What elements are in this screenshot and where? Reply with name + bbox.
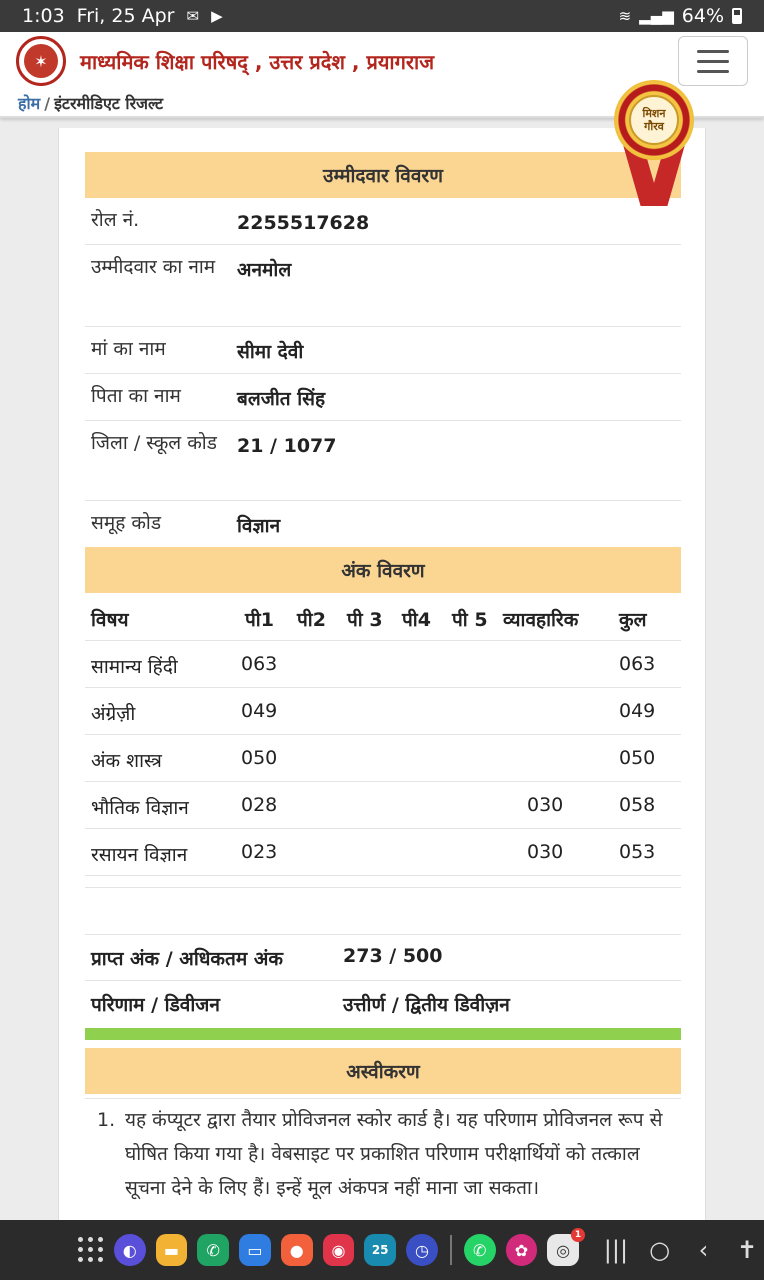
practical-mark: 030 — [527, 794, 564, 816]
obtained-marks-value: 273 / 500 — [343, 945, 443, 967]
col-practical: व्यावहारिक — [503, 609, 579, 631]
disclaimer-item — [85, 1098, 681, 1205]
total-mark: 053 — [619, 841, 656, 863]
board-logo[interactable] — [16, 36, 66, 86]
result-label: परिणाम / डिवीजन — [91, 994, 220, 1016]
total-mark: 049 — [619, 700, 656, 722]
dock-divider — [450, 1235, 452, 1265]
breadcrumb-home-link[interactable]: होम — [18, 94, 41, 113]
info-row-district — [85, 421, 681, 501]
result-card — [58, 128, 706, 1220]
app-drawer-icon[interactable] — [78, 1237, 104, 1263]
badge-line2: गौरव — [644, 120, 664, 133]
subject-name: सामान्य हिंदी — [91, 656, 178, 678]
info-row-name — [85, 245, 681, 327]
wifi-icon: ≋ — [618, 7, 632, 25]
p1-mark: 050 — [241, 747, 278, 769]
p1-mark: 028 — [241, 794, 278, 816]
menu-line-icon — [697, 70, 729, 73]
disclaimer-section-heading: अस्वीकरण — [85, 1048, 681, 1094]
info-row-father — [85, 374, 681, 421]
disclaimer-text: यह कंप्यूटर द्वारा तैयार प्रोविजनल स्कोर कार्ड है। यह परिणाम प्रोविजनल रूप से घोषित किया गया है। वेबसाइट पर प्रकाशित परिणाम परीक्षार्थियों को तत्काल सूचना देने के लिए हैं। इन्हें मूल अंकपत्र नहीं माना जा सकता। — [125, 1109, 663, 1199]
table-row — [85, 688, 681, 735]
signal-icon: ▂▄▆ — [639, 7, 674, 25]
menu-line-icon — [697, 50, 729, 53]
mission-gaurav-badge — [612, 80, 696, 210]
calendar-app-icon[interactable]: 25 — [364, 1234, 396, 1266]
info-value: 2255517628 — [237, 212, 370, 234]
status-time: 1:03 — [22, 5, 65, 27]
phone-app-icon[interactable]: ✆ — [197, 1234, 229, 1266]
clock-app-icon[interactable]: ◷ — [406, 1234, 438, 1266]
battery-icon — [732, 8, 742, 24]
col-p1: पी1 — [245, 609, 274, 631]
site-title: माध्यमिक शिक्षा परिषद् , उत्तर प्रदेश , प्रयागराज — [80, 49, 435, 74]
navigation-bar — [0, 1220, 764, 1280]
p1-mark: 049 — [241, 700, 278, 722]
info-value: बलजीत सिंह — [237, 388, 326, 410]
contacts-app-icon[interactable]: ● — [281, 1234, 313, 1266]
marks-section-heading: अंक विवरण — [85, 547, 681, 593]
info-label: जिला / स्कूल कोड — [91, 432, 217, 454]
col-p5: पी 5 — [452, 609, 488, 631]
table-row — [85, 829, 681, 876]
marks-header-row — [85, 594, 681, 641]
home-button[interactable]: ○ — [649, 1236, 671, 1264]
recent-app-icon[interactable]: ◎ 1 — [547, 1234, 579, 1266]
col-subject: विषय — [91, 609, 129, 631]
subject-name: अंक शास्त्र — [91, 750, 162, 772]
p1-mark: 023 — [241, 841, 278, 863]
hamburger-menu-button[interactable] — [678, 36, 748, 86]
info-label: पिता का नाम — [91, 385, 181, 407]
disclaimer-number: 1. — [97, 1109, 116, 1131]
practical-mark: 030 — [527, 841, 564, 863]
info-row-group — [85, 501, 681, 547]
col-p3: पी 3 — [347, 609, 383, 631]
whatsapp-app-icon[interactable]: ✆ — [464, 1234, 496, 1266]
battery-percent: 64% — [681, 5, 724, 27]
total-mark: 050 — [619, 747, 656, 769]
info-label: उम्मीदवार का नाम — [91, 256, 216, 278]
internet-app-icon[interactable]: ◐ — [114, 1234, 146, 1266]
subject-name: भौतिक विज्ञान — [91, 797, 189, 819]
camera-app-icon[interactable]: ◉ — [323, 1234, 355, 1266]
emblem-icon: ✶ — [24, 44, 58, 78]
info-label: मां का नाम — [91, 338, 166, 360]
back-button[interactable]: ‹ — [698, 1236, 709, 1264]
menu-line-icon — [697, 60, 729, 63]
info-value: अनमोल — [237, 259, 292, 281]
info-value: विज्ञान — [237, 515, 281, 537]
info-row-roll — [85, 198, 681, 245]
badge-text — [629, 95, 679, 145]
rosette-icon — [614, 80, 694, 160]
info-row-mother — [85, 327, 681, 374]
status-date: Fri, 25 Apr — [76, 5, 175, 27]
gallery-app-icon[interactable]: ✿ — [506, 1234, 538, 1266]
breadcrumb-current: इंटरमीडिएट रिजल्ट — [54, 94, 164, 113]
youtube-icon: ▶ — [211, 7, 223, 25]
breadcrumb-separator: / — [44, 93, 51, 113]
status-bar — [0, 0, 764, 32]
total-mark: 063 — [619, 653, 656, 675]
status-divider-bar — [85, 1028, 681, 1040]
files-app-icon[interactable]: ▬ — [156, 1234, 188, 1266]
table-row — [85, 641, 681, 688]
table-spacer-row — [85, 876, 681, 888]
p1-mark: 063 — [241, 653, 278, 675]
badge-line1: मिशन — [642, 107, 666, 120]
subject-name: अंग्रेज़ी — [91, 703, 136, 725]
messages-app-icon[interactable]: ▭ — [239, 1234, 271, 1266]
col-p4: पी4 — [402, 609, 431, 631]
info-value: 21 / 1077 — [237, 435, 337, 457]
obtained-marks-row — [85, 934, 681, 980]
col-total: कुल — [619, 609, 647, 631]
info-label: रोल नं. — [91, 209, 140, 231]
candidate-section-heading: उम्मीदवार विवरण — [85, 152, 681, 198]
accessibility-icon[interactable]: ✝ — [737, 1236, 758, 1264]
table-row — [85, 782, 681, 829]
col-p2: पी2 — [297, 609, 326, 631]
subject-name: रसायन विज्ञान — [91, 844, 188, 866]
notification-count-badge: 1 — [571, 1228, 585, 1242]
notification-icon: ✉ — [186, 7, 200, 25]
result-value: उत्तीर्ण / द्वितीय डिवीज़न — [343, 994, 510, 1016]
info-label: समूह कोड — [91, 512, 162, 534]
table-row — [85, 735, 681, 782]
total-mark: 058 — [619, 794, 656, 816]
info-value: सीमा देवी — [237, 341, 304, 363]
result-row — [85, 980, 681, 1026]
obtained-marks-label: प्राप्त अंक / अधिकतम अंक — [91, 948, 283, 970]
recents-button[interactable]: ||| — [603, 1236, 629, 1264]
